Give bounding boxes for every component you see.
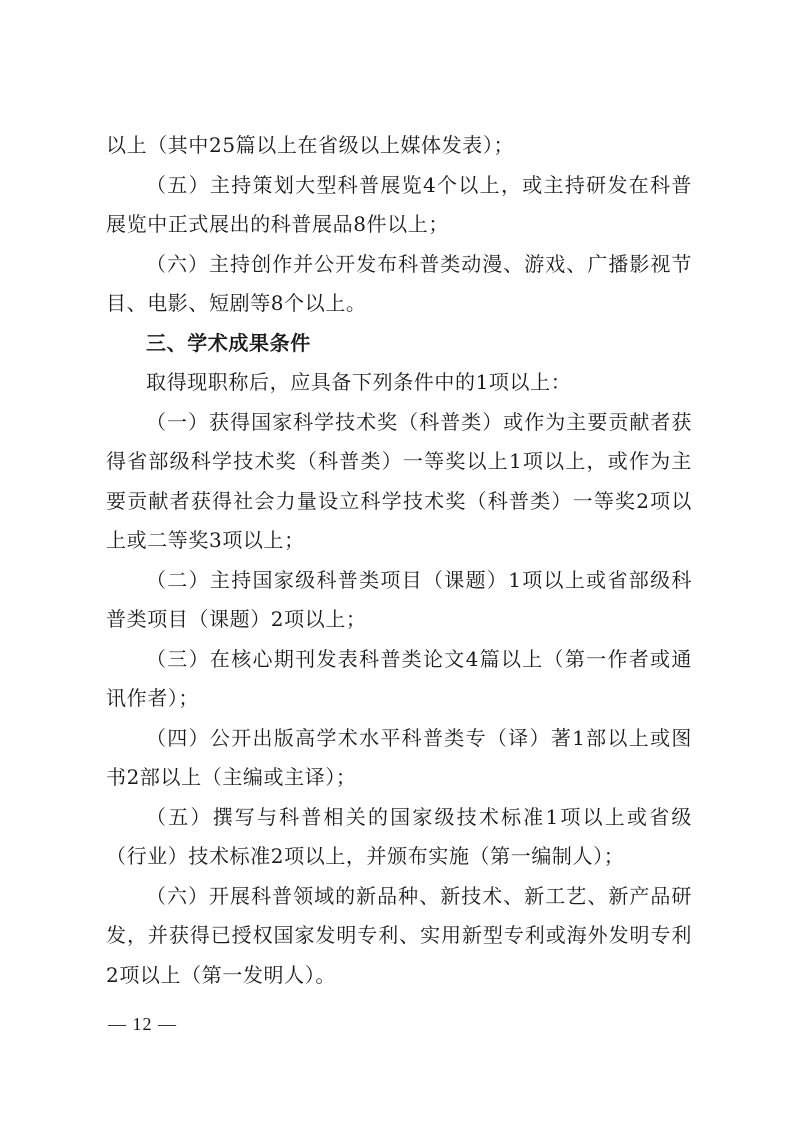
paragraph-item-5-exhibitions: （五）主持策划大型科普展览4个以上，或主持研发在科普展览中正式展出的科普展品8件以上； [106, 172, 692, 236]
section-item-6: （六）开展科普领域的新品种、新技术、新工艺、新产品研发，并获得已授权国家发明专利、实用新型专利或海外发明专利2项以上（第一发明人）。 [106, 883, 692, 987]
section-heading: 三、学术成果条件 [146, 330, 311, 355]
paragraph-item-6-media: （六）主持创作并公开发布科普类动漫、游戏、广播影视节目、电影、短剧等8个以上。 [106, 251, 692, 315]
section-item-1: （一）获得国家科学技术奖（科普类）或作为主要贡献者获得省部级科学技术奖（科普类）一等奖以上1项以上，或作为主要贡献者获得社会力量设立科学技术奖（科普类）一等奖2项以上或二等奖3项以上； [106, 409, 692, 552]
section-intro: 取得现职称后，应具备下列条件中的1项以上： [146, 370, 572, 394]
document-body [106, 126, 692, 995]
section-item-2: （二）主持国家级科普类项目（课题）1项以上或省部级科普类项目（课题）2项以上； [106, 567, 692, 631]
section-item-5: （五）撰写与科普相关的国家级技术标准1项以上或省级（行业）技术标准2项以上，并颁布实施（第一编制人）； [106, 804, 692, 868]
page-number: — 12 — [108, 1014, 177, 1034]
section-item-3: （三）在核心期刊发表科普类论文4篇以上（第一作者或通讯作者）； [106, 646, 692, 710]
paragraph-continuation: 以上（其中25篇以上在省级以上媒体发表）； [106, 133, 515, 157]
section-item-4: （四）公开出版高学术水平科普类专（译）著1部以上或图书2部以上（主编或主译）； [106, 725, 692, 789]
